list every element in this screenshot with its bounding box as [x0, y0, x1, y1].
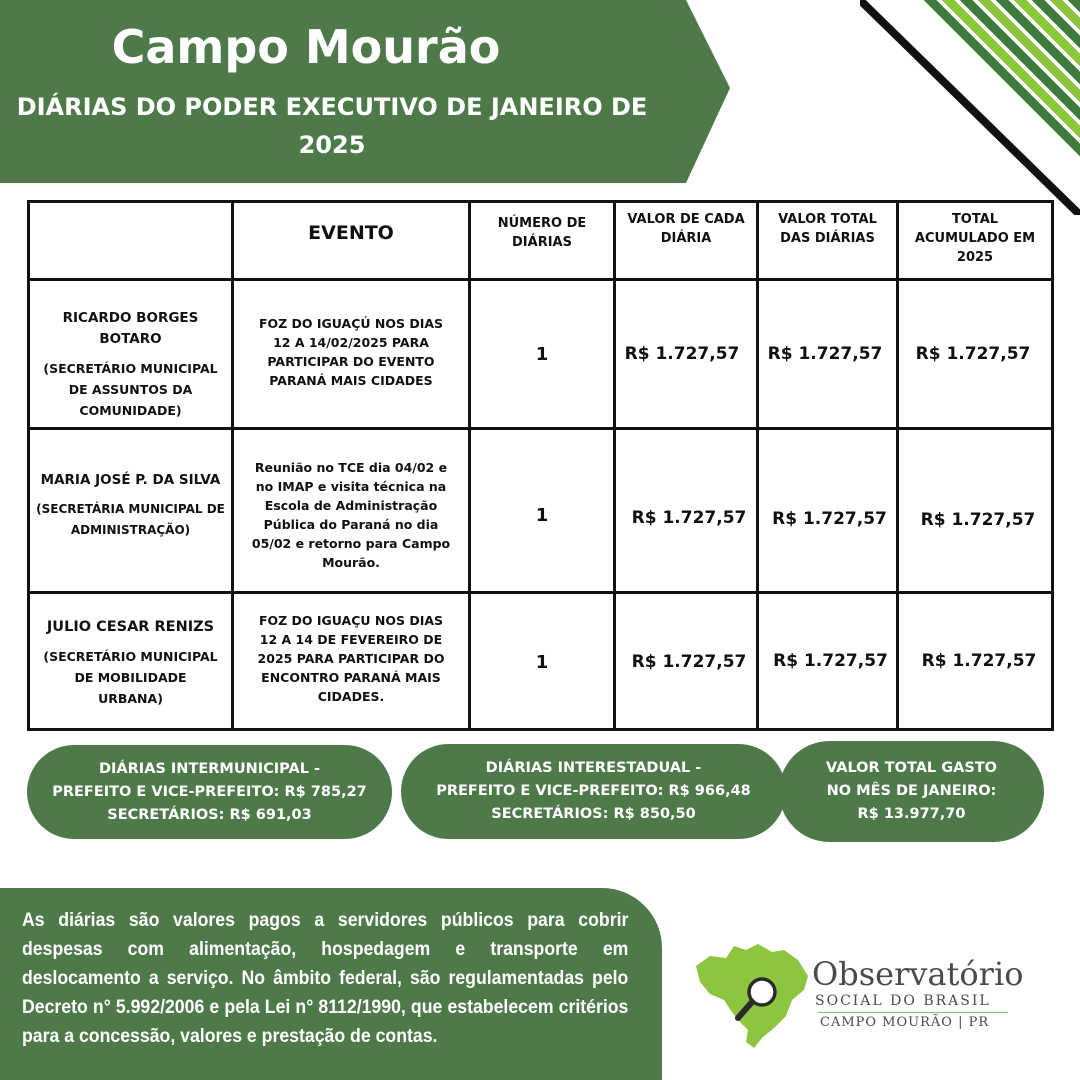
table-row-2-event — [234, 458, 468, 572]
logo-location: CAMPO MOURÃO | PR — [820, 1015, 990, 1030]
pill-line: SECRETÁRIOS: R$ 691,03 — [107, 806, 312, 823]
table-row-3-acumulado: R$ 1.727,57 — [921, 651, 1037, 671]
role-line: ADMINISTRAÇÃO) — [70, 523, 191, 537]
event-line: FOZ DO IGUAÇU NOS DIAS — [258, 613, 444, 628]
pill-line: SECRETÁRIOS: R$ 850,50 — [491, 806, 696, 822]
table-row-2-valor-total: R$ 1.727,57 — [772, 508, 887, 529]
header-numero-line: DIÁRIAS — [512, 235, 572, 250]
logo-divider — [818, 1012, 1008, 1013]
header-valor-total-line: VALOR TOTAL — [778, 212, 877, 227]
official-name: MARIA JOSÉ P. DA SILVA — [40, 472, 221, 488]
table-row-3-valor-cada: R$ 1.727,57 — [631, 652, 747, 672]
official-role — [43, 358, 217, 421]
event-line: ENCONTRO PARANÁ MAIS — [261, 670, 441, 685]
event-line: 12 A 14/02/2025 PARA — [273, 335, 429, 350]
header-banner — [0, 0, 730, 183]
official-role — [43, 646, 217, 709]
role-line: (SECRETÁRIO MUNICIPAL — [43, 361, 218, 376]
role-line: DE MOBILIDADE — [74, 670, 187, 685]
event-line: Reunião no TCE dia 04/02 e — [254, 460, 448, 475]
event-line: Mourão. — [322, 555, 380, 570]
table-row-1-official — [30, 308, 231, 421]
logo-subtitle: SOCIAL DO BRASIL — [815, 993, 991, 1009]
pill-line: VALOR TOTAL GASTO — [826, 760, 997, 776]
event-line: 05/02 e retorno para Campo — [251, 536, 451, 551]
event-line: no IMAP e visita técnica na — [255, 479, 447, 494]
header-valor-total-line: DAS DIÁRIAS — [780, 231, 875, 246]
header-numero-line: NÚMERO DE — [497, 216, 587, 231]
header-acumulado-line: ACUMULADO EM — [914, 231, 1036, 246]
subtitle-line-1: DIÁRIAS DO PODER EXECUTIVO DE JANEIRO DE — [16, 93, 648, 121]
header-total-acumulado — [899, 210, 1051, 267]
pill-line: NO MÊS DE JANEIRO: — [826, 783, 997, 799]
role-line: DE ASSUNTOS DA — [68, 382, 193, 397]
official-name: RICARDO BORGES BOTARO — [62, 310, 199, 347]
footer-text: As diárias são valores pagos a servidores públicos para cobrir despesas com alimentação, hospedagem e transporte em deslocamento a serviço. No âmbito federal, são regulamentadas pelo Decreto n° 5.992/2006 e pela Lei n° 8112/1990, que estabelecem critérios para a concessão, valores e prestação de contas. — [22, 910, 629, 1047]
table-row-3-event — [234, 611, 468, 706]
pill-line: PREFEITO E VICE-PREFEITO: R$ 966,48 — [436, 783, 751, 799]
table-row-3-valor-total: R$ 1.727,57 — [773, 651, 888, 671]
pill-line: PREFEITO E VICE-PREFEITO: R$ 785,27 — [52, 783, 367, 800]
pill-intermunicipal — [27, 745, 392, 839]
table-row-2-acumulado: R$ 1.727,57 — [920, 509, 1036, 530]
header-acumulado-line: TOTAL — [951, 212, 999, 227]
header-valor-total — [759, 210, 896, 248]
official-role — [36, 499, 225, 541]
corner-stripes-decoration — [860, 0, 1080, 215]
event-line: FOZ DO IGUAÇÚ NOS DIAS — [258, 316, 444, 331]
table-row-2-valor-cada: R$ 1.727,57 — [631, 507, 747, 528]
header-numero-diarias — [471, 214, 613, 252]
page-title: Campo Mourão — [111, 20, 501, 74]
pill-line: DIÁRIAS INTERESTADUAL - — [485, 760, 702, 776]
table-row-3-numero: 1 — [535, 651, 549, 673]
event-line: CIDADES. — [317, 689, 385, 704]
pill-line: DIÁRIAS INTERMUNICIPAL - — [98, 760, 320, 777]
event-line: PARTICIPAR DO EVENTO — [267, 354, 435, 369]
table-row-1-valor-total: R$ 1.727,57 — [767, 344, 883, 364]
pill-line: R$ 13.977,70 — [857, 806, 966, 822]
event-line: 12 A 14 DE FEVEREIRO DE — [259, 632, 443, 647]
header-valor-cada-line: VALOR DE CADA — [627, 212, 745, 227]
header-valor-cada-line: DIÁRIA — [660, 231, 712, 246]
event-line: Pública do Paraná no dia — [263, 517, 439, 532]
diarias-table — [27, 200, 1054, 731]
event-line: Escola de Administração — [264, 498, 438, 513]
table-row-1-event — [234, 314, 468, 390]
subtitle-line-2: 2025 — [298, 131, 366, 159]
role-line: URBANA) — [98, 691, 163, 706]
table-row-2-official — [30, 470, 231, 541]
event-line: PARANÁ MAIS CIDADES — [269, 373, 433, 388]
table-row-1-acumulado: R$ 1.727,57 — [915, 344, 1031, 364]
event-line: 2025 PARA PARTICIPAR DO — [257, 651, 445, 666]
role-line: (SECRETÁRIO MUNICIPAL — [43, 649, 218, 664]
table-row-1-numero: 1 — [535, 343, 549, 365]
table-row-1-valor-cada: R$ 1.727,57 — [624, 344, 740, 364]
table-border-top — [27, 200, 1054, 203]
role-line: (SECRETÁRIA MUNICIPAL DE — [36, 502, 225, 516]
page-subtitle — [0, 88, 664, 164]
official-name: JULIO CESAR RENIZS — [46, 619, 215, 635]
table-row-3-official — [30, 617, 231, 709]
header-valor-cada — [616, 210, 756, 248]
header-acumulado-line: 2025 — [956, 250, 994, 265]
logo-title: Observatório — [812, 955, 1024, 993]
header-evento: EVENTO — [308, 221, 394, 244]
pill-interestadual — [401, 744, 786, 839]
table-row-2-numero: 1 — [535, 505, 549, 526]
pill-total-janeiro — [779, 741, 1044, 842]
role-line: COMUNIDADE) — [79, 403, 182, 418]
footer-explanation — [0, 888, 662, 1080]
